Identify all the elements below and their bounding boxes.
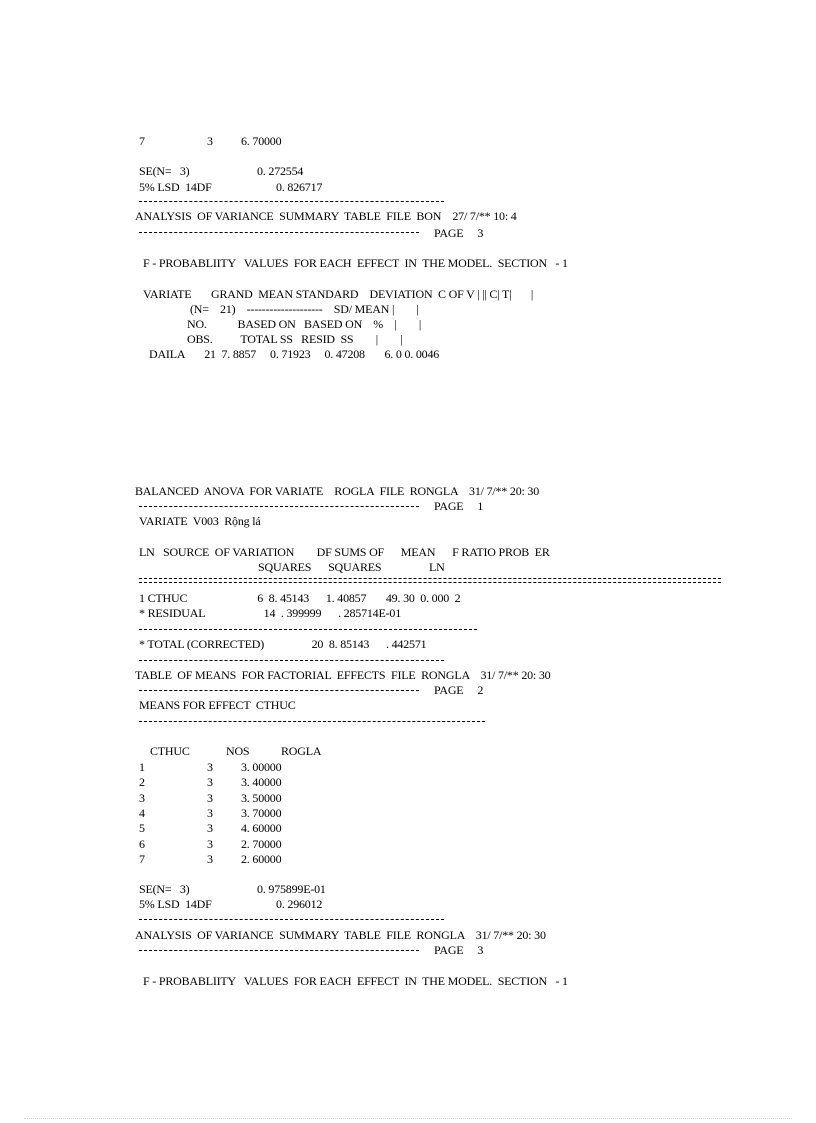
cell-nos: 3 bbox=[207, 851, 213, 866]
se-value: 0. 272554 bbox=[257, 164, 304, 178]
separator bbox=[139, 629, 477, 630]
lsd-value: 0. 826717 bbox=[276, 180, 323, 194]
separator bbox=[139, 201, 444, 202]
se-label: SE(N= 3) bbox=[139, 882, 190, 896]
cell-nos: 3 bbox=[207, 821, 213, 836]
anova-column-header: SQUARES SQUARES LN bbox=[258, 560, 445, 574]
page-number: PAGE 1 bbox=[434, 499, 484, 513]
page-number: PAGE 2 bbox=[434, 683, 484, 697]
cell-mean: 4. 60000 bbox=[241, 821, 282, 836]
cell-nos: 3 bbox=[207, 836, 213, 851]
summary-header-line: (N= 21) -------------------- SD/ MEAN | | bbox=[190, 302, 419, 316]
cell-mean: 6. 70000 bbox=[241, 134, 282, 148]
means-for-effect: MEANS FOR EFFECT CTHUC bbox=[139, 698, 296, 712]
anova-title: BALANCED ANOVA FOR VARIATE ROGLA FILE RONGLA 31/ 7/** 20: 30 bbox=[135, 484, 540, 498]
se-label: SE(N= 3) bbox=[139, 164, 190, 178]
anova-summary-title: ANALYSIS OF VARIANCE SUMMARY TABLE FILE BON 27/ 7/** 10: 4 bbox=[135, 209, 517, 223]
anova-row-total: * TOTAL (CORRECTED) 20 8. 85143 . 442571 bbox=[139, 637, 427, 651]
header-rogla: ROGLA bbox=[281, 744, 322, 758]
separator bbox=[139, 950, 419, 951]
se-value: 0. 975899E-01 bbox=[257, 882, 326, 896]
separator bbox=[139, 506, 419, 507]
anova-column-header: LN SOURCE OF VARIATION DF SUMS OF MEAN F RATIO PROB ER bbox=[139, 545, 550, 559]
variate-line: VARIATE V003 Rộng lá bbox=[139, 514, 261, 528]
cell-treatment: 2 bbox=[139, 775, 145, 790]
cell-treatment: 5 bbox=[139, 821, 145, 836]
cell-nos: 3 bbox=[207, 775, 213, 790]
cell-treatment: 1 bbox=[139, 760, 145, 774]
cell-mean: 2. 70000 bbox=[241, 836, 282, 851]
cell-nos: 3 bbox=[207, 790, 213, 805]
separator bbox=[139, 232, 419, 233]
anova-summary-title: ANALYSIS OF VARIANCE SUMMARY TABLE FILE RONGLA 31/ 7/** 20: 30 bbox=[135, 928, 546, 942]
separator bbox=[139, 690, 419, 691]
page-number: PAGE 3 bbox=[434, 943, 484, 957]
lsd-value: 0. 296012 bbox=[276, 897, 323, 911]
summary-header-line: NO. BASED ON BASED ON % | | bbox=[187, 317, 422, 331]
cell-mean: 2. 60000 bbox=[241, 851, 282, 866]
separator bbox=[139, 919, 444, 920]
separator bbox=[139, 721, 485, 722]
cell-treatment: 7 bbox=[139, 851, 145, 866]
anova-row: * RESIDUAL 14 . 399999 . 285714E-01 bbox=[139, 606, 402, 620]
summary-data-row: DAILA 21 7. 8857 0. 71923 0. 47208 6. 0 0. 0046 bbox=[149, 347, 440, 361]
cell-nos: 3 bbox=[207, 805, 213, 820]
cell-treatment: 4 bbox=[139, 805, 145, 820]
cell-mean: 3. 50000 bbox=[241, 790, 282, 805]
header-nos: NOS bbox=[226, 744, 250, 758]
lsd-label: 5% LSD 14DF bbox=[139, 180, 212, 194]
cell-treatment: 6 bbox=[139, 836, 145, 851]
cell-nos: 3 bbox=[207, 760, 213, 774]
cell-mean: 3. 40000 bbox=[241, 775, 282, 790]
cell-treatment: 3 bbox=[139, 790, 145, 805]
lsd-label: 5% LSD 14DF bbox=[139, 897, 212, 911]
summary-header-line: VARIATE GRAND MEAN STANDARD DEVIATION C OF V | || C| T| | bbox=[143, 287, 534, 301]
cell-mean: 3. 70000 bbox=[241, 805, 282, 820]
cell-treatment: 7 bbox=[139, 134, 145, 148]
anova-row: 1 CTHUC 6 8. 45143 1. 40857 49. 30 0. 000 2 bbox=[139, 591, 461, 605]
cell-nos: 3 bbox=[207, 134, 213, 148]
page-bottom-border bbox=[24, 1118, 792, 1119]
summary-header-line: OBS. TOTAL SS RESID SS | | bbox=[187, 332, 403, 346]
cell-mean: 3. 00000 bbox=[241, 760, 282, 774]
f-probability-heading: F - PROBABLIITY VALUES FOR EACH EFFECT IN THE MODEL. SECTION - 1 bbox=[143, 974, 568, 988]
double-separator bbox=[139, 578, 721, 583]
means-table-title: TABLE OF MEANS FOR FACTORIAL EFFECTS FILE RONGLA 31/ 7/** 20: 30 bbox=[135, 668, 551, 682]
page-number: PAGE 3 bbox=[434, 226, 484, 240]
header-cthuc: CTHUC bbox=[150, 744, 190, 758]
f-probability-heading: F - PROBABLIITY VALUES FOR EACH EFFECT IN THE MODEL. SECTION - 1 bbox=[143, 256, 568, 270]
separator bbox=[139, 660, 444, 661]
